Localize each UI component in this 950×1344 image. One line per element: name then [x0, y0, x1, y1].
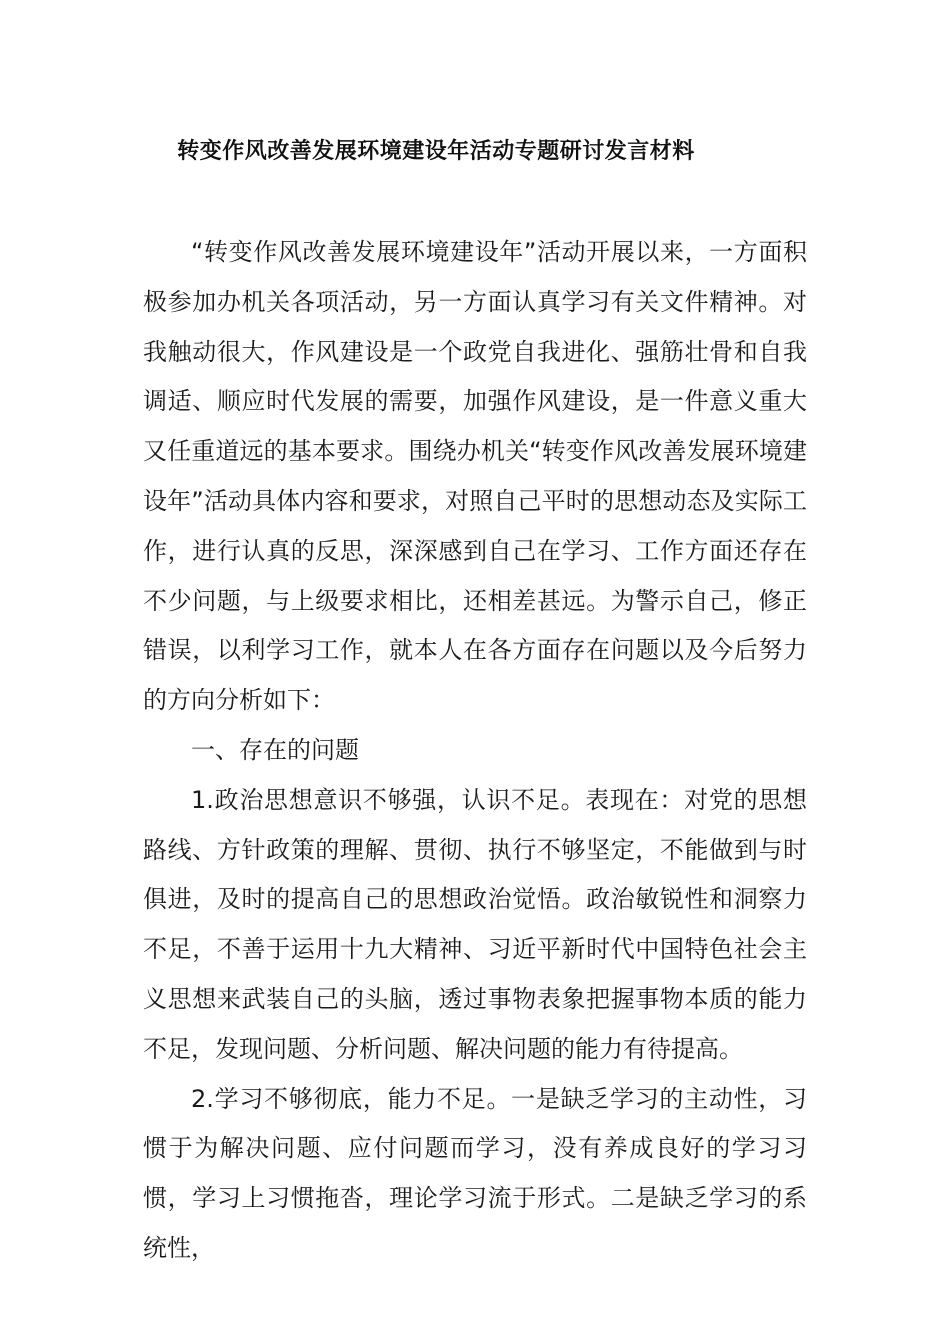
- document-title: 转变作风改善发展环境建设年活动专题研讨发言材料: [177, 139, 695, 164]
- problem-item-2: 2.学习不够彻底，能力不足。一是缺乏学习的主动性，习惯于为解决问题、应付问题而学习，没有养成良好的学习习惯，学习上习惯拖沓，理论学习流于形式。二是缺乏学习的系统性，: [143, 1084, 807, 1262]
- document-body: [143, 228, 807, 1274]
- problem-item-1: 1.政治思想意识不够强，认识不足。表现在：对党的思想路线、方针政策的理解、贯彻、执行不够坚定，不能做到与时俱进，及时的提高自己的思想政治觉悟。政治敏锐性和洞察力不足，不善于运用十九大精神、习近平新时代中国特色社会主义思想来武装自己的头脑，透过事物表象把握事物本质的能力不足，发现问题、分析问题、解决问题的能力有待提高。: [143, 785, 807, 1063]
- intro-paragraph: “转变作风改善发展环境建设年”活动开展以来，一方面积极参加办机关各项活动，另一方面认真学习有关文件精神。对我触动很大，作风建设是一个政党自我进化、强筋壮骨和自我调适、顺应时代发展的需要，加强作风建设，是一件意义重大又任重道远的基本要求。围绕办机关“转变作风改善发展环境建设年”活动具体内容和要求，对照自己平时的思想动态及实际工作，进行认真的反思，深深感到自己在学习、工作方面还存在不少问题，与上级要求相比，还相差甚远。为警示自己，修正错误，以利学习工作，就本人在各方面存在问题以及今后努力的方向分析如下：: [143, 238, 807, 715]
- section-heading-problems: 一、存在的问题: [191, 735, 359, 764]
